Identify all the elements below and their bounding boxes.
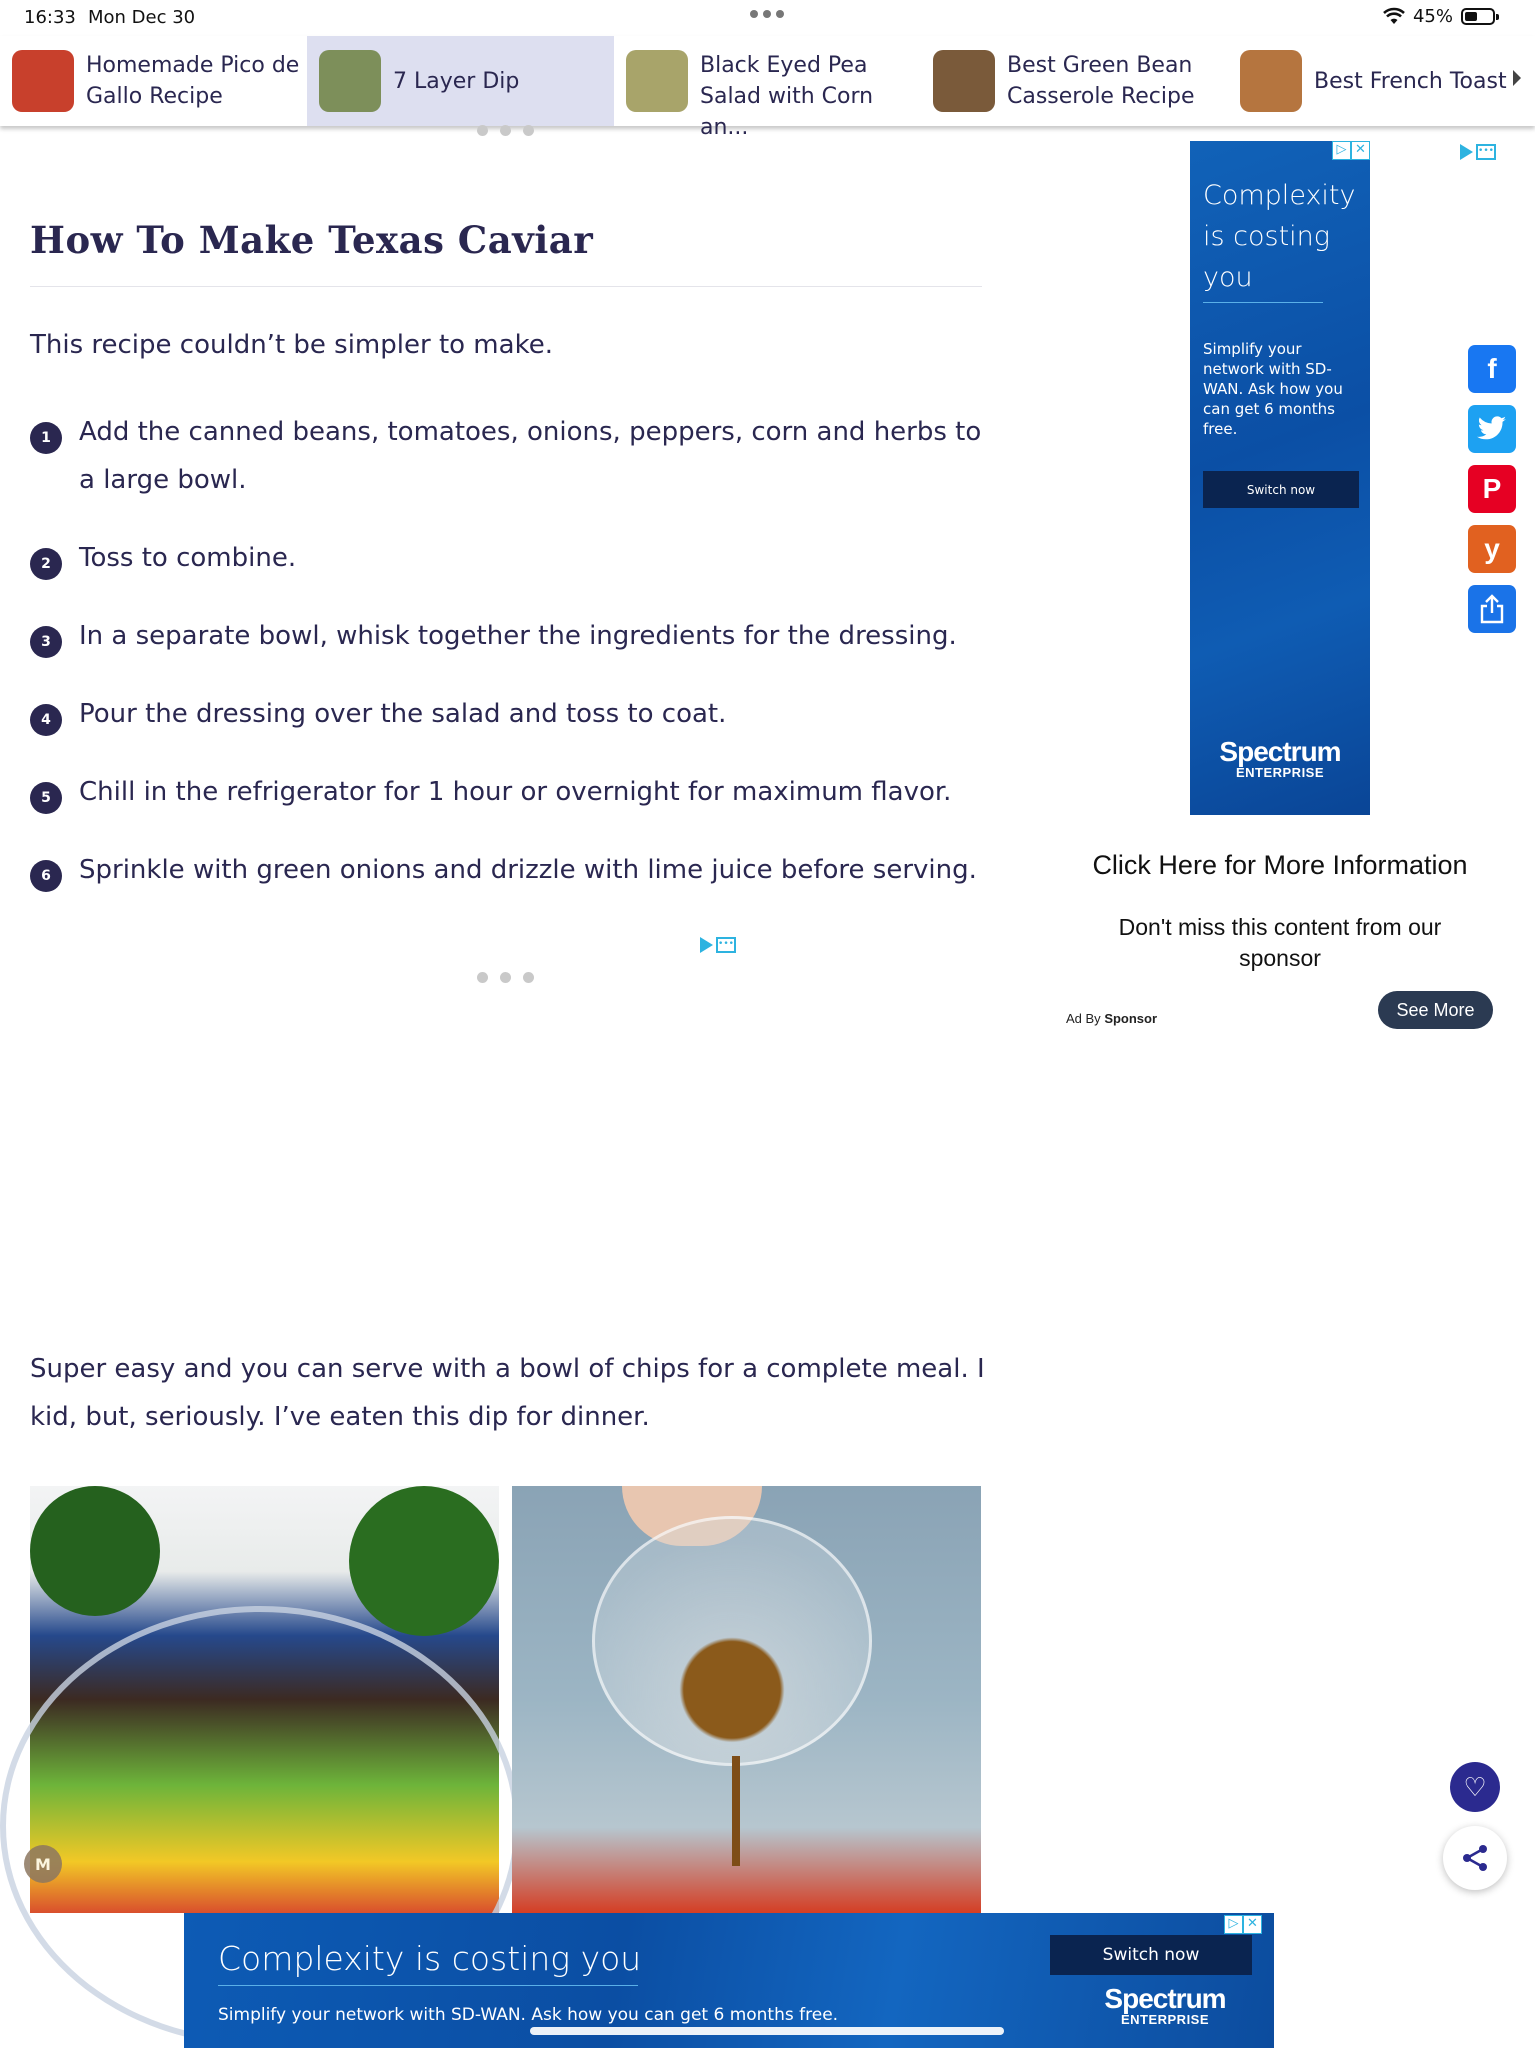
related-recipe-item[interactable] xyxy=(921,36,1228,126)
step-text: In a separate bowl, whisk together the ingredients for the dressing. xyxy=(79,621,957,651)
step-text: Add the canned beans, tomatoes, onions, peppers, corn and herbs to a large bowl. xyxy=(79,417,982,495)
instruction-step xyxy=(30,534,990,582)
multitasking-dots-icon[interactable] xyxy=(750,10,784,18)
pinterest-share-icon[interactable]: P xyxy=(1468,465,1516,513)
adchoices-icon[interactable]: ••• xyxy=(1460,144,1496,160)
related-recipes-bar xyxy=(0,36,1535,140)
step-number: 6 xyxy=(30,860,62,892)
spectrum-logo: Spectrum ENTERPRISE xyxy=(1104,1983,1226,2027)
divider xyxy=(30,286,982,287)
sponsor-credit: Ad By Sponsor xyxy=(1066,1011,1158,1026)
related-recipe-item[interactable] xyxy=(0,36,307,126)
battery-icon xyxy=(1461,8,1495,25)
ad-close-icon[interactable]: ▷ ✕ xyxy=(1332,141,1370,160)
status-time: 16:33 xyxy=(24,7,76,28)
ad-body: Simplify your network with SD-WAN. Ask how you can get 6 months free. xyxy=(218,2005,839,2025)
home-indicator[interactable] xyxy=(530,2027,1004,2035)
related-recipe-label: Best French Toast xyxy=(1314,68,1507,94)
instruction-step xyxy=(30,408,990,504)
recipe-thumbnail xyxy=(1240,50,1302,112)
dressing-pour-photo xyxy=(512,1486,981,1913)
step-text: Pour the dressing over the salad and toss to coat. xyxy=(79,699,727,729)
related-recipe-item[interactable] xyxy=(1228,36,1535,126)
instruction-step xyxy=(30,846,990,894)
related-recipe-label: 7 Layer Dip xyxy=(393,68,520,94)
yummly-share-icon[interactable]: y xyxy=(1468,525,1516,573)
step-number: 3 xyxy=(30,626,62,658)
instruction-step xyxy=(30,612,990,660)
step-number: 5 xyxy=(30,782,62,814)
step-text: Toss to combine. xyxy=(79,543,297,573)
related-recipe-item[interactable] xyxy=(614,36,921,140)
ad-close-icon[interactable]: ▷ ✕ xyxy=(1224,1915,1262,1934)
step-number: 4 xyxy=(30,704,62,736)
recipe-thumbnail xyxy=(319,50,381,112)
favorite-heart-icon[interactable]: ♡ xyxy=(1450,1762,1500,1812)
step-text: Chill in the refrigerator for 1 hour or overnight for maximum flavor. xyxy=(79,777,952,807)
status-date: Mon Dec 30 xyxy=(88,7,196,28)
related-recipe-label: Best Green Bean Casserole Recipe xyxy=(1007,53,1195,109)
battery-percent: 45% xyxy=(1412,6,1453,27)
sidebar-ad[interactable] xyxy=(1190,141,1370,815)
scroll-right-arrow-icon[interactable] xyxy=(1513,70,1521,86)
facebook-share-icon[interactable]: f xyxy=(1468,345,1516,393)
twitter-share-icon[interactable] xyxy=(1468,405,1516,453)
share-icon[interactable] xyxy=(1468,585,1516,633)
related-recipe-item[interactable] xyxy=(307,36,614,126)
section-heading: How To Make Texas Caviar xyxy=(30,218,594,262)
intro-text: This recipe couldn’t be simpler to make. xyxy=(30,330,553,360)
adchoices-icon[interactable]: ••• xyxy=(700,937,736,953)
related-recipe-label: Black Eyed Pea Salad with Corn an... xyxy=(700,53,874,140)
ad-switch-now-button[interactable]: Switch now xyxy=(1050,1935,1252,1975)
related-recipe-label: Homemade Pico de Gallo Recipe xyxy=(86,53,300,109)
status-bar xyxy=(0,0,1535,36)
outro-text: Super easy and you can serve with a bowl of chips for a complete meal. I kid, but, seriously. I’ve eaten this dip for dinner. xyxy=(30,1354,985,1432)
ad-loading-dots-icon xyxy=(477,972,534,983)
ad-headline: Complexity is costing you xyxy=(1203,180,1356,293)
instruction-steps xyxy=(30,408,990,924)
share-fab-icon[interactable] xyxy=(1443,1826,1507,1890)
instruction-step xyxy=(30,768,990,816)
ad-switch-now-button[interactable]: Switch now xyxy=(1203,471,1359,508)
sponsor-title[interactable]: Click Here for More Information xyxy=(1092,850,1468,880)
wifi-icon xyxy=(1383,8,1405,25)
spectrum-logo: Spectrum ENTERPRISE xyxy=(1219,736,1341,780)
ad-logo-icon[interactable]: M xyxy=(24,1845,62,1883)
ad-loading-dots-icon xyxy=(477,125,534,136)
instruction-step xyxy=(30,690,990,738)
see-more-button[interactable]: See More xyxy=(1378,991,1493,1029)
battery-level xyxy=(1465,12,1477,21)
salad-ingredients-photo xyxy=(30,1486,499,1913)
step-number: 2 xyxy=(30,548,62,580)
recipe-thumbnail xyxy=(933,50,995,112)
step-text: Sprinkle with green onions and drizzle with lime juice before serving. xyxy=(79,855,977,885)
sponsor-body: Don't miss this content from our sponsor xyxy=(1118,914,1442,971)
share-rail xyxy=(1468,345,1516,645)
ad-body: Simplify your network with SD-WAN. Ask how you can get 6 months free. xyxy=(1203,340,1343,438)
ad-headline: Complexity is costing you xyxy=(218,1939,642,1978)
recipe-thumbnail xyxy=(12,50,74,112)
step-number: 1 xyxy=(30,422,62,454)
recipe-thumbnail xyxy=(626,50,688,112)
